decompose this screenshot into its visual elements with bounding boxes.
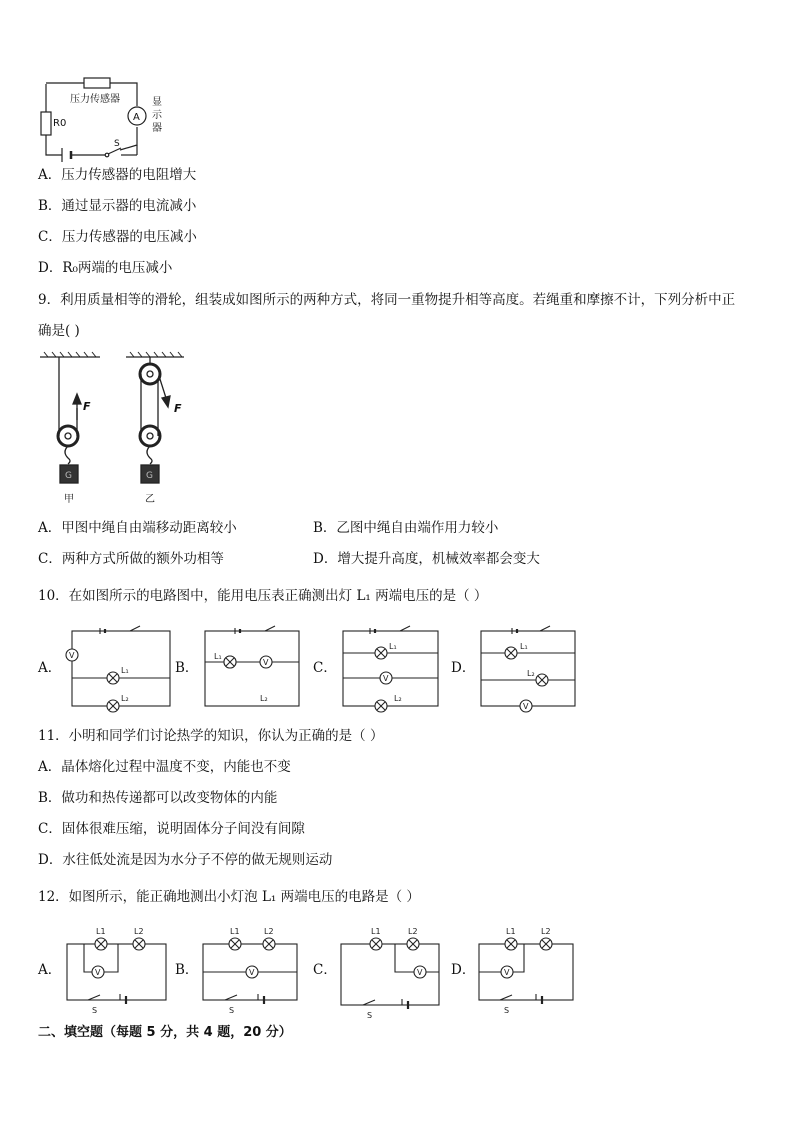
q10-a-meter: V (69, 651, 75, 660)
q12-c-l2: L2 (408, 927, 418, 936)
q11-stem: 11．小明和同学们讨论热学的知识，你认为正确的是（ ） (38, 728, 384, 744)
q8-meter-label: A (133, 112, 140, 123)
q9-force-label-right: F (174, 402, 182, 415)
q9-caption-right: 乙 (145, 494, 155, 505)
q10-b-l2: L₂ (260, 694, 268, 703)
q10-option-a-letter: A． (38, 660, 62, 676)
q9-option-b: B．乙图中绳自由端作用力较小 (313, 520, 499, 536)
q12-b-meter: V (249, 968, 255, 977)
q11-option-c: C．固体很难压缩，说明固体分子间没有间隙 (38, 821, 305, 837)
q8-r0-label: R0 (53, 118, 67, 129)
q12-d-meter: V (504, 968, 510, 977)
q9-caption-left: 甲 (64, 494, 74, 505)
q12-circuit-c (341, 938, 439, 1009)
q11-option-a: A．晶体熔化过程中温度不变，内能也不变 (38, 759, 291, 775)
q10-b-meter: V (263, 658, 269, 667)
q10-b-l1: L₁ (214, 652, 222, 661)
q10-a-l2: L₂ (121, 694, 129, 703)
q8-display-label: 显示器 (152, 97, 162, 134)
q9-weight-label-left: G (65, 471, 72, 481)
q10-c-l2: L₂ (394, 694, 402, 703)
q9-option-d: D．增大提升高度，机械效率都会变大 (313, 551, 540, 567)
q12-option-a-letter: A． (38, 962, 62, 978)
q12-a-l1: L1 (96, 927, 106, 936)
q9-stem-line1: 9．利用质量相等的滑轮，组装成如图所示的两种方式，将同一重物提升相等高度。若绳重和摩擦不计，下列分析中正 (38, 292, 736, 308)
q12-a-switch: S (92, 1006, 98, 1015)
q12-b-switch: S (229, 1006, 235, 1015)
q8-option-a: A．压力传感器的电阻增大 (38, 167, 197, 183)
q12-c-l1: L1 (371, 927, 381, 936)
section-2-title: 二、填空题（每题 5 分，共 4 题，20 分） (38, 1025, 292, 1040)
q10-c-meter: V (383, 674, 389, 683)
q12-d-l2: L2 (541, 927, 551, 936)
q9-weight-label-right: G (146, 471, 153, 481)
q12-a-meter: V (95, 968, 101, 977)
q12-d-switch: S (504, 1006, 510, 1015)
q8-option-b: B．通过显示器的电流减小 (38, 198, 197, 214)
q10-d-l2: L₂ (527, 669, 535, 678)
q10-c-l1: L₁ (389, 642, 397, 651)
q10-stem: 10．在如图所示的电路图中，能用电压表正确测出灯 L₁ 两端电压的是（ ） (38, 588, 488, 604)
q10-d-l1: L₁ (520, 642, 528, 651)
q12-circuit-d (479, 938, 573, 1004)
q12-c-switch: S (367, 1011, 373, 1020)
q9-force-label-left: F (83, 400, 91, 413)
q8-switch-label: S (114, 139, 120, 149)
q10-option-c-letter: C． (313, 660, 337, 676)
q12-option-b-letter: B． (175, 962, 199, 978)
q12-d-l1: L1 (506, 927, 516, 936)
q12-circuit-a (67, 938, 166, 1004)
q12-option-c-letter: C． (313, 962, 337, 978)
q10-d-meter: V (523, 702, 529, 711)
q10-a-l1: L₁ (121, 666, 129, 675)
q12-b-l2: L2 (264, 927, 274, 936)
q9-option-c: C．两种方式所做的额外功相等 (38, 551, 224, 567)
q10-option-d-letter: D． (451, 660, 476, 676)
q9-option-a: A．甲图中绳自由端移动距离较小 (38, 520, 237, 536)
q8-option-c: C．压力传感器的电压减小 (38, 229, 197, 245)
q12-stem: 12．如图所示，能正确地测出小灯泡 L₁ 两端电压的电路是（ ） (38, 889, 420, 905)
q12-c-meter: V (417, 968, 423, 977)
q8-sensor-label: 压力传感器 (70, 94, 120, 105)
q12-b-l1: L1 (230, 927, 240, 936)
q11-option-d: D．水往低处流是因为水分子不停的做无规则运动 (38, 852, 333, 868)
q12-option-d-letter: D． (451, 962, 476, 978)
q12-a-l2: L2 (134, 927, 144, 936)
q9-stem-line2: 确是( ) (38, 323, 80, 339)
q11-option-b: B．做功和热传递都可以改变物体的内能 (38, 790, 278, 806)
q8-option-d: D．R₀两端的电压减小 (38, 260, 173, 276)
q10-option-b-letter: B． (175, 660, 199, 676)
